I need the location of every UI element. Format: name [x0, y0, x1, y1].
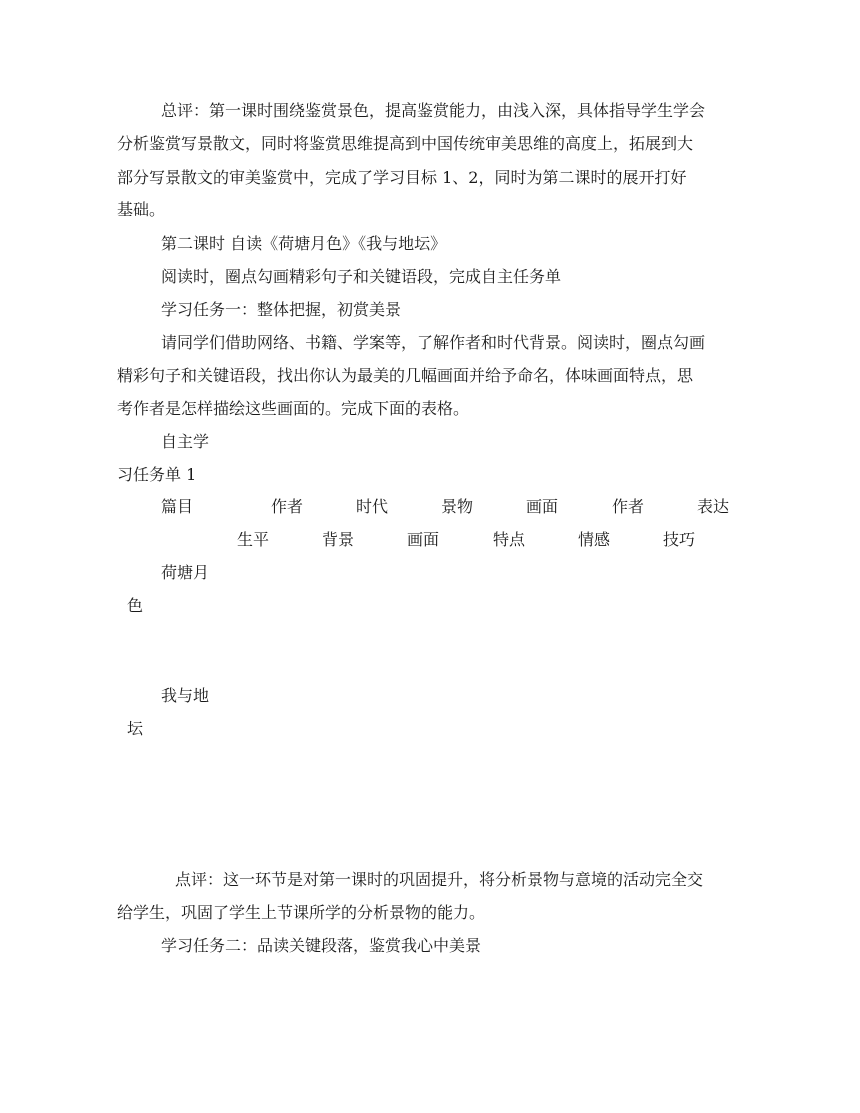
- row-title-line-1: 我与地: [161, 686, 210, 705]
- header-cell: 画面: [526, 497, 559, 516]
- header-cell: 情感: [578, 530, 611, 549]
- header-cell: 表达: [697, 497, 730, 516]
- header-cell: 特点: [493, 530, 526, 549]
- header-cell: 作者: [271, 497, 304, 516]
- header-cell: 技巧: [663, 530, 696, 549]
- comment-line-2: 给学生，巩固了学生上节课所学的分析景物的能力。: [117, 903, 486, 922]
- task1-title: 学习任务一：整体把握，初赏美景: [161, 300, 402, 319]
- row-title-line-2: 色: [127, 596, 144, 615]
- summary-line-3: 部分写景散文的审美鉴赏中，完成了学习目标 1、2，同时为第二课时的展开打好: [117, 168, 687, 187]
- header-cell: 时代: [356, 497, 389, 516]
- lesson2-instruction: 阅读时，圈点勾画精彩句子和关键语段，完成自主任务单: [161, 267, 562, 286]
- lesson2-title: 第二课时 自读《荷塘月色》《我与地坛》: [161, 234, 447, 253]
- row-title-line-1: 荷塘月: [161, 563, 210, 582]
- comment-line-1: 点评：这一环节是对第一课时的巩固提升，将分析景物与意境的活动完全交: [175, 870, 704, 889]
- header-cell: 画面: [407, 530, 440, 549]
- row-title-line-2: 坛: [127, 719, 144, 738]
- worksheet-label-line-2: 习任务单 1: [117, 465, 197, 484]
- task1-line-2: 精彩句子和关键语段，找出你认为最美的几幅画面并给予命名，体味画面特点，思: [117, 366, 694, 385]
- summary-line-4: 基础。: [117, 200, 166, 219]
- header-cell: 生平: [237, 530, 270, 549]
- worksheet-label-line-1: 自主学: [161, 432, 210, 451]
- header-cell: 背景: [322, 530, 355, 549]
- task1-line-1: 请同学们借助网络、书籍、学案等，了解作者和时代背景。阅读时，圈点勾画: [161, 333, 706, 352]
- header-cell: 景物: [441, 497, 474, 516]
- task2-title: 学习任务二：品读关键段落，鉴赏我心中美景: [161, 936, 482, 955]
- summary-line-1: 总评：第一课时围绕鉴赏景色，提高鉴赏能力，由浅入深，具体指导学生学会: [161, 101, 706, 120]
- task1-line-3: 考作者是怎样描绘这些画面的。完成下面的表格。: [117, 399, 470, 418]
- header-cell: 篇目: [161, 497, 194, 516]
- header-cell: 作者: [612, 497, 645, 516]
- summary-line-2: 分析鉴赏写景散文，同时将鉴赏思维提高到中国传统审美思维的高度上，拓展到大: [117, 134, 694, 153]
